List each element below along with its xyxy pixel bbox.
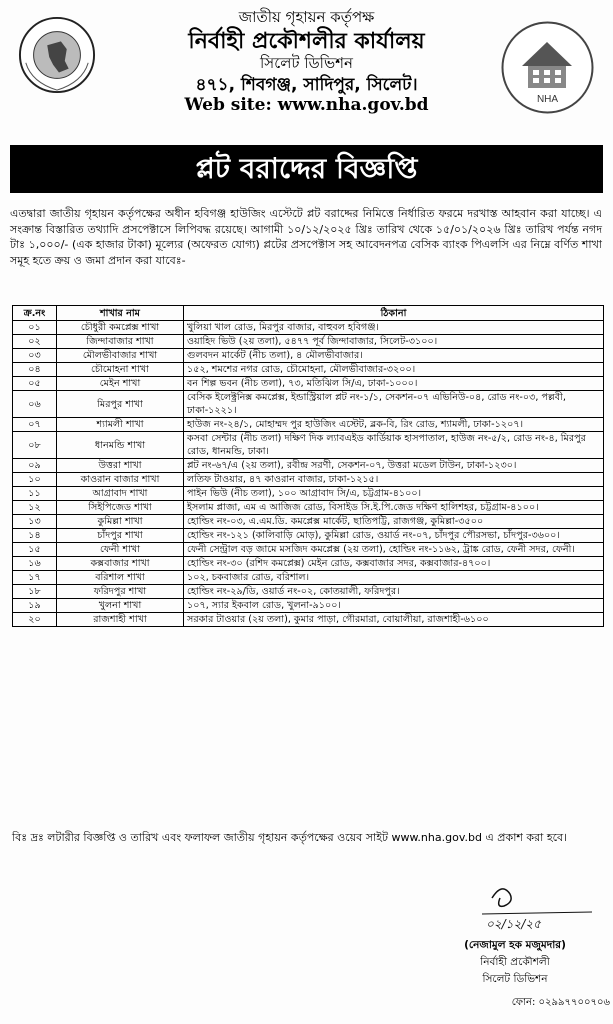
branch-table [12, 305, 604, 627]
table-row [13, 543, 604, 557]
table-row [13, 599, 604, 613]
signatory-division: সিলেট ডিভিশন [482, 973, 548, 985]
row-branch: মৌলভীবাজার শাখা [57, 349, 184, 363]
table-row [13, 585, 604, 599]
row-branch: সিইপিজেড শাখা [57, 501, 184, 515]
row-address: কসবা সেন্টার (নীচ তলা) দক্ষিণ দিক ল্যাবএইড কার্ডিয়াক হাসপাতাল, হাউজ নং-৫/২, রোড নং-৪, মিরপুর রোড, ধানমন্ডি, ঢাকা। [184, 432, 604, 459]
row-serial: ১০ [13, 473, 57, 487]
row-serial: ০৪ [13, 363, 57, 377]
table-row [13, 391, 604, 418]
row-branch: কক্সবাজার শাখা [57, 557, 184, 571]
row-serial: ২০ [13, 613, 57, 627]
row-branch: খুলনা শাখা [57, 599, 184, 613]
row-serial: ০৩ [13, 349, 57, 363]
row-address: পাইন ভিউ (নীচ তলা), ১০০ আগ্রাবাদ সি/এ, চট্টগ্রাম-৪১০০। [184, 487, 604, 501]
row-address: খুলিয়া খাল রোড, মিরপুর বাজার, বাহুবল হবিগঞ্জ। [184, 321, 604, 335]
row-address: ১০৭, স্যার ইকবাল রোড, খুলনা-৯১০০। [184, 599, 604, 613]
row-branch: কুমিল্লা শাখা [57, 515, 184, 529]
row-serial: ০৯ [13, 459, 57, 473]
table-row [13, 377, 604, 391]
row-serial: ০১ [13, 321, 57, 335]
office-name: নির্বাহী প্রকৌশলীর কার্যালয় [188, 29, 425, 54]
row-serial: ১১ [13, 487, 57, 501]
row-branch: আগ্রাবাদ শাখা [57, 487, 184, 501]
table-header-row [13, 306, 604, 321]
signatory-title: নির্বাহী প্রকৌশলী [480, 956, 550, 968]
table-row [13, 557, 604, 571]
notice-title-banner: প্লট বরাদ্দের বিজ্ঞপ্তি [10, 145, 603, 193]
table-row [13, 418, 604, 432]
table-row [13, 335, 604, 349]
row-address: প্লট নং-৬৭/এ (২য় তলা), রবীন্দ্র সরণী, সেকশন-০৭, উত্তরা মডেল টাউন, ঢাকা-১২৩০। [184, 459, 604, 473]
row-address: সরকার টাওয়ার (২য় তলা), কুমার পাড়া, গৌরমারা, বোয়ালীয়া, রাজশাহী-৬১০০ [184, 613, 604, 627]
signature-date: ০২/১২/২৫ [486, 917, 541, 931]
row-address: ১০২, চকবাজার রোড, বরিশাল। [184, 571, 604, 585]
division-name: সিলেট ডিভিশন [260, 54, 353, 72]
row-branch: মিরপুর শাখা [57, 391, 184, 418]
header-address: ঠিকানা [184, 306, 604, 321]
row-branch: কাওরান বাজার শাখা [57, 473, 184, 487]
row-serial: ১৪ [13, 529, 57, 543]
svg-text:NHA: NHA [536, 94, 559, 105]
row-branch: জিন্দাবাজার শাখা [57, 335, 184, 349]
intro-paragraph: এতদ্বারা জাতীয় গৃহায়ন কর্তৃপক্ষের অধীন হবিগঞ্জ হাউজিং এস্টেটে প্লট বরাদ্দের নিমিত্তে নির্ধারিত ফরমে দরখাস্ত আহবান করা যাচ্ছে। এ সংক্রান্ত বিস্তারিত তথ্যাদি প্রসপেক্টাসে লিপিবদ্ধ রয়েছে। আগামী ১০/১২/২০২৫ খ্রিঃ তারিখ থেকে ১৫/০১/২০২৬ খ্রিঃ তারিখ পর্যন্ত নগদ টাঃ ১,০০০/- (এক হাজার টাকা) মূল্যের (অফেরত যোগ্য) প্লটের প্রসপেক্টাস সহ আবেদনপত্র বেসিক ব্যাংক পিএলসি এর নিম্নে বর্ণিত শাখা সমূহ হতে ক্রয় ও জমা প্রদান করা যাবেঃ- [10, 207, 602, 267]
office-address: ৪৭১, শিবগঞ্জ, সাদিপুর, সিলেট। [195, 75, 418, 95]
header-serial: ক্র.নং [13, 306, 57, 321]
row-address: হোল্ডিং নং-৩০ (রশিদ কমপ্লেক্স) মেইন রোড, কক্সবাজার সদর, কক্সবাজার-৪৭০০। [184, 557, 604, 571]
website-line: Web site: www.nha.gov.bd [184, 95, 429, 115]
signatory-name: (নেজামুল হক মজুমদার) [464, 939, 566, 951]
footnote: বিঃ দ্রঃ লটারীর বিজ্ঞপ্তি ও তারিখ এবং ফলাফল জাতীয় গৃহায়ন কর্তৃপক্ষের ওয়েব সাইট www.nha.gov.bd এ প্রকাশ করা হবে। [12, 831, 568, 844]
row-branch: উত্তরা শাখা [57, 459, 184, 473]
row-branch: ফেনী শাখা [57, 543, 184, 557]
row-serial: ১৮ [13, 585, 57, 599]
row-serial: ০৮ [13, 432, 57, 459]
table-row [13, 571, 604, 585]
table-row [13, 529, 604, 543]
row-serial: ০২ [13, 335, 57, 349]
row-branch: ফরিদপুর শাখা [57, 585, 184, 599]
row-address: হোল্ডিং নং-০৩, এ.এম.ডি. কমপ্লেক্স মার্কেট, ছাতিপট্টি, রাজগঞ্জ, কুমিল্লা-৩৫০০ [184, 515, 604, 529]
table-row [13, 349, 604, 363]
authority-name: জাতীয় গৃহায়ন কর্তৃপক্ষ [238, 8, 375, 26]
row-address: ফেনী সেন্ট্রাল বড় জামে মসজিদ কমপ্লেক্স (২য় তলা), হোল্ডিং নং-১১৬২, ট্রাঙ্ক রোড, ফেনী সদর, ফেনী। [184, 543, 604, 557]
table-row [13, 515, 604, 529]
row-branch: বরিশাল শাখা [57, 571, 184, 585]
phone-number: ফোন: ০২৯৯৭৭০০৭০৬ [511, 997, 610, 1008]
row-address: বেসিক ইলেক্ট্রনিক্স কমপ্লেক্স, ইন্ডাস্ট্রিয়াল প্লট নং-১/১, সেকশন-০৭ এভিনিউ-০৪, রোড নং-০৩, পল্লবী, ঢাকা-১২২১। [184, 391, 604, 418]
row-serial: ১৯ [13, 599, 57, 613]
row-branch: চৌধুরী কমপ্লেক্স শাখা [57, 321, 184, 335]
row-address: হাউজ নং-২৪/১, মোহাম্মদ পুর হাউজিং এস্টেট, ব্লক-বি, রিং রোড, শ্যামলী, ঢাকা-১২০৭। [184, 418, 604, 432]
header [0, 0, 613, 150]
header-branch: শাখার নাম [57, 306, 184, 321]
table-row [13, 613, 604, 627]
row-serial: ১৭ [13, 571, 57, 585]
table-row [13, 501, 604, 515]
table-row [13, 459, 604, 473]
row-address: হোল্ডিং নং-২৯/ডি, ওয়ার্ড নং-০২, কোতয়ালী, ফরিদপুর। [184, 585, 604, 599]
row-serial: ১৫ [13, 543, 57, 557]
row-address: ওয়াহিদ ভিউ (২য় তলা), ৫৪৭৭ পূর্ব জিন্দাবাজার, সিলেট-৩১০০। [184, 335, 604, 349]
table-row [13, 363, 604, 377]
row-serial: ০৭ [13, 418, 57, 432]
row-branch: রাজশাহী শাখা [57, 613, 184, 627]
handwritten-signature [452, 880, 602, 932]
table-row [13, 473, 604, 487]
row-branch: চৌমোহনা শাখা [57, 363, 184, 377]
row-branch: শ্যামলী শাখা [57, 418, 184, 432]
row-address: লতিফ টাওয়ার, ৪৭ কাওরান বাজার, ঢাকা-১২১৫। [184, 473, 604, 487]
row-address: বন শিল্প ভবন (নীচ তলা), ৭৩, মতিঝিল সি/এ, ঢাকা-১০০০। [184, 377, 604, 391]
row-branch: ধানমন্ডি শাখা [57, 432, 184, 459]
row-address: হোল্ডিং নং-১২১ (কালিবাড়ি মোড়), কুমিল্লা রোড, ওয়ার্ড নং-০৭, চাঁদপুর পৌরসভা, চাঁদপুর-৩৬০০। [184, 529, 604, 543]
row-address: ১৫২, শমশের নগর রোড, চৌমোহনা, মৌলভীবাজার-৩২০০। [184, 363, 604, 377]
row-serial: ১৬ [13, 557, 57, 571]
row-address: ইসলাম প্লাজা, এম এ আজিজ রোড, বিসাইড সি.ই.পি.জেড দক্ষিণ হালিশহর, চট্টগ্রাম-৪১০০। [184, 501, 604, 515]
table-row [13, 432, 604, 459]
row-branch: মেইন শাখা [57, 377, 184, 391]
row-branch: চাঁদপুর শাখা [57, 529, 184, 543]
row-serial: ১২ [13, 501, 57, 515]
table-row [13, 321, 604, 335]
row-serial: ০৬ [13, 391, 57, 418]
table-row [13, 487, 604, 501]
row-address: গুলবদন মার্কেট (নীচ তলা), ৪ মৌলভীবাজার। [184, 349, 604, 363]
row-serial: ০৫ [13, 377, 57, 391]
row-serial: ১৩ [13, 515, 57, 529]
